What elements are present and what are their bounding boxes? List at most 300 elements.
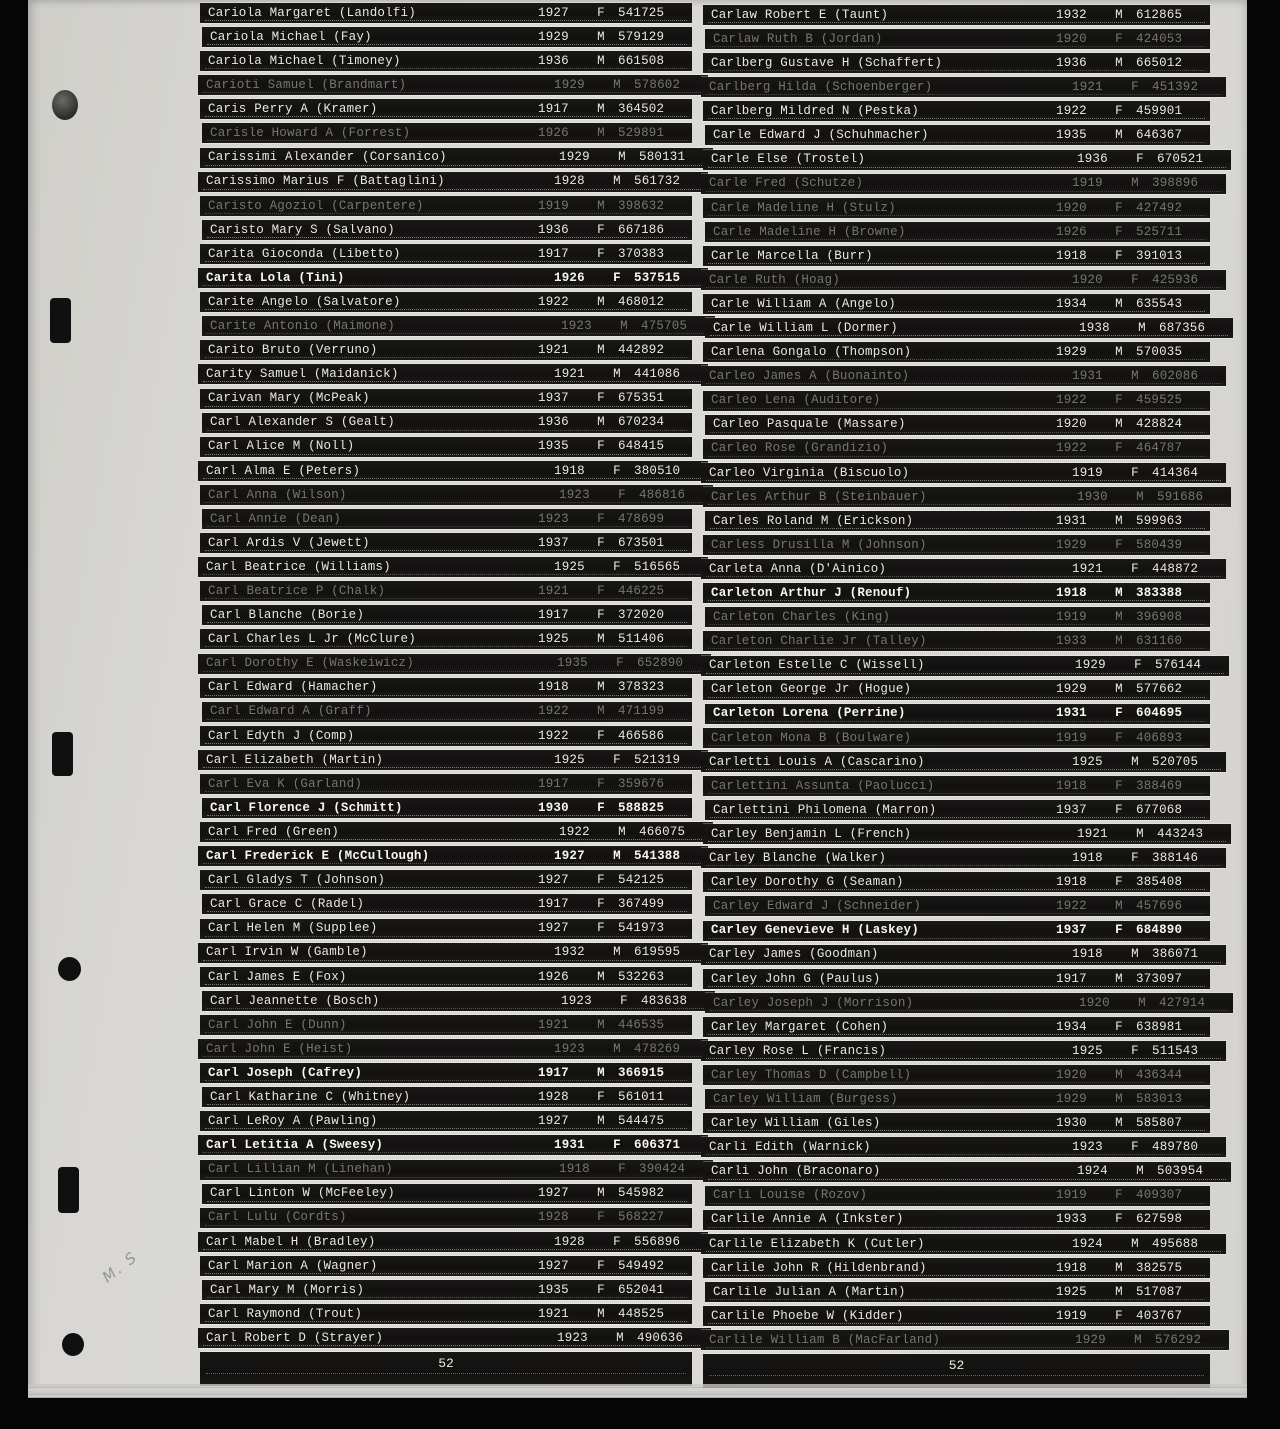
index-row [198,1232,708,1252]
entry-year: 1926 [1056,224,1087,239]
entry-year: 1922 [559,824,590,839]
entry-name: Carl Alma E (Peters) [206,464,361,478]
index-row [200,51,692,71]
index-row [200,3,692,23]
index-row [701,1234,1226,1254]
entry-name: Carli John (Braconaro) [711,1165,881,1178]
entry-certificate-number: 576292 [1155,1332,1202,1347]
entry-year: 1922 [538,704,569,719]
entry-certificate-number: 503954 [1157,1164,1204,1179]
index-row [701,1330,1229,1350]
index-row [202,605,692,625]
entry-sex: M [613,78,621,93]
entry-year: 1927 [538,1258,569,1273]
entry-year: 1917 [538,776,569,791]
entry-year: 1929 [1056,682,1087,697]
index-row [200,726,692,746]
entry-year: 1920 [1056,1067,1087,1082]
entry-certificate-number: 579129 [618,29,665,44]
entry-year: 1922 [538,294,569,309]
index-row [705,1186,1210,1206]
entry-sex: M [597,1065,605,1080]
entry-year: 1919 [1072,465,1103,480]
entry-sex: F [613,559,621,574]
entry-sex: M [613,367,621,382]
entry-sex: M [597,198,605,213]
entry-year: 1921 [538,343,569,358]
index-row [198,75,708,95]
entry-name: Carlberg Hilda (Schoenberger) [709,81,933,94]
entry-certificate-number: 511406 [618,632,665,647]
entry-name: Carlile Annie A (Inkster) [711,1213,904,1226]
entry-name: Carley Edward J (Schneider) [713,900,921,913]
entry-year: 1920 [1056,200,1087,215]
entry-sex: F [1131,561,1139,576]
index-row [701,752,1226,772]
entry-year: 1919 [1072,176,1103,191]
entry-certificate-number: 673501 [618,535,665,550]
entry-year: 1923 [538,511,569,526]
entry-year: 1922 [538,728,569,743]
index-row [202,316,715,336]
entry-certificate-number: 602086 [1152,369,1199,384]
entry-certificate-number: 457696 [1136,899,1183,914]
entry-year: 1929 [554,78,585,93]
entry-certificate-number: 427492 [1136,200,1183,215]
entry-certificate-number: 585807 [1136,1116,1183,1131]
entry-year: 1924 [1072,1236,1103,1251]
entry-name: Carle Edward J (Schuhmacher) [713,129,929,142]
entry-sex: M [597,29,605,44]
entry-year: 1920 [1056,417,1087,432]
scanned-page [28,0,1247,1397]
entry-name: Carleton Charles (King) [713,611,891,624]
entry-name: Caris Perry A (Kramer) [208,103,378,116]
entry-year: 1938 [1079,320,1110,335]
entry-sex: M [613,849,621,864]
entry-year: 1924 [1077,1164,1108,1179]
entry-name: Carley Thomas D (Campbell) [711,1068,912,1082]
entry-sex: M [597,1114,605,1129]
index-row [202,1087,692,1107]
index-row [200,1015,692,1035]
entry-name: Carleton Lorena (Perrine) [713,707,906,720]
entry-certificate-number: 409307 [1136,1188,1183,1203]
entry-name: Carless Drusilla M (Johnson) [711,538,927,552]
entry-certificate-number: 561732 [634,174,681,189]
entry-name: Carite Angelo (Salvatore) [208,295,401,309]
entry-name: Carley John G (Paulus) [711,972,881,985]
index-row [701,945,1226,965]
entry-certificate-number: 583013 [1136,1091,1183,1106]
entry-certificate-number: 576144 [1155,658,1202,673]
index-row [200,389,692,409]
entry-year: 1927 [538,5,569,20]
entry-name: Carl Edward A (Graff) [210,705,372,718]
entry-certificate-number: 520705 [1152,754,1199,769]
entry-sex: M [1115,1284,1123,1299]
entry-sex: M [616,1330,624,1345]
entry-certificate-number: 390424 [639,1162,686,1177]
entry-name: Carl Annie (Dean) [210,512,341,526]
entry-year: 1917 [538,1065,569,1080]
entry-certificate-number: 665012 [1136,55,1183,70]
entry-sex: M [1115,513,1123,528]
index-row [703,1017,1210,1037]
entry-sex: F [597,608,605,623]
index-row [200,919,692,939]
entry-certificate-number: 561011 [618,1089,665,1104]
entry-sex: F [597,1210,605,1225]
entry-year: 1918 [1072,851,1103,866]
index-row [703,53,1210,73]
entry-certificate-number: 652041 [618,1282,665,1297]
entry-year: 1931 [1072,369,1103,384]
entry-name: Carle William L (Dormer) [713,321,898,335]
entry-name: Carita Gioconda (Libetto) [208,247,401,261]
entry-sex: F [1115,537,1123,552]
index-row [200,1208,692,1228]
entry-certificate-number: 466586 [618,728,665,743]
entry-certificate-number: 448872 [1152,561,1199,576]
entry-name: Carley Benjamin L (French) [711,827,912,841]
entry-certificate-number: 545982 [618,1186,665,1201]
entry-certificate-number: 687356 [1159,320,1206,335]
entry-name: Carlaw Robert E (Taunt) [711,8,889,22]
index-row [705,125,1210,145]
entry-sex: M [620,318,628,333]
entry-sex: F [1115,200,1123,215]
index-row [705,511,1210,531]
entry-certificate-number: 578602 [634,78,681,93]
entry-certificate-number: 638981 [1136,1019,1183,1034]
entry-name: Carlberg Gustave H (Schaffert) [711,56,943,70]
entry-year: 1917 [538,102,569,117]
entry-name: Carl Beatrice (Williams) [206,560,391,574]
entry-year: 1937 [538,535,569,550]
entry-certificate-number: 580131 [639,150,686,165]
entry-sex: F [597,439,605,454]
entry-sex: M [1131,754,1139,769]
entry-name: Carley Margaret (Cohen) [711,1020,889,1034]
entry-year: 1927 [538,921,569,936]
entry-name: Carl James E (Fox) [208,970,347,983]
entry-certificate-number: 532263 [618,969,665,984]
index-row [202,702,692,722]
entry-year: 1923 [559,487,590,502]
entry-name: Carleo Pasquale (Massare) [713,418,906,431]
entry-sex: M [1115,1260,1123,1275]
entry-sex: M [613,174,621,189]
entry-certificate-number: 541725 [618,5,665,20]
index-row [703,728,1210,748]
entry-year: 1927 [554,849,585,864]
entry-year: 1936 [538,222,569,237]
entry-certificate-number: 516565 [634,559,681,574]
entry-sex: M [1115,1116,1123,1131]
entry-year: 1930 [538,800,569,815]
entry-certificate-number: 580439 [1136,537,1183,552]
entry-sex: M [1115,296,1123,311]
index-row [703,198,1210,218]
entry-name: Carle Fred (Schutze) [709,177,864,190]
entry-certificate-number: 635543 [1136,296,1183,311]
entry-name: Carleta Anna (D'Ainico) [709,562,887,576]
entry-sex: M [1115,417,1123,432]
index-row [198,943,708,963]
entry-year: 1917 [538,246,569,261]
index-row [703,342,1210,362]
index-row [198,750,708,770]
page-number: 52 [948,1358,965,1374]
entry-year: 1928 [554,1234,585,1249]
entry-year: 1918 [1056,248,1087,263]
entry-certificate-number: 521319 [634,752,681,767]
entry-name: Carleo James A (Buonainto) [709,370,910,383]
entry-sex: M [597,343,605,358]
entry-sex: M [1115,128,1123,143]
entry-certificate-number: 359676 [618,776,665,791]
entry-certificate-number: 542125 [618,873,665,888]
pencil-annotation: M. S [98,1247,142,1287]
entry-name: Carlena Gongalo (Thompson) [711,346,912,359]
entry-name: Carl Robert D (Strayer) [206,1331,384,1345]
entry-name: Carl Helen M (Supplee) [208,922,378,935]
entry-year: 1918 [1056,778,1087,793]
entry-sex: M [1115,634,1123,649]
entry-name: Carli Louise (Rozov) [713,1189,868,1202]
entry-sex: F [1134,658,1142,673]
entry-certificate-number: 446535 [618,1017,665,1032]
entry-year: 1921 [538,1306,569,1321]
index-row [200,678,692,698]
entry-certificate-number: 489780 [1152,1140,1199,1155]
entry-sex: M [597,1017,605,1032]
entry-certificate-number: 425936 [1152,272,1199,287]
index-row [705,704,1210,724]
entry-sex: F [1115,248,1123,263]
index-row [200,629,692,649]
entry-year: 1918 [1072,947,1103,962]
entry-name: Carioti Samuel (Brandmart) [206,79,407,92]
index-row [701,174,1226,194]
entry-name: Cariola Michael (Fay) [210,30,372,44]
entry-year: 1923 [1072,1140,1103,1155]
entry-year: 1921 [1077,826,1108,841]
entry-name: Carl Florence J (Schmitt) [210,801,403,815]
entry-sex: F [1115,730,1123,745]
entry-sex: M [597,53,605,68]
entry-name: Carl Marion A (Wagner) [208,1259,378,1273]
entry-sex: F [1115,778,1123,793]
entry-certificate-number: 541388 [634,849,681,864]
entry-sex: F [1136,152,1144,167]
entry-year: 1935 [538,439,569,454]
entry-year: 1934 [1056,1019,1087,1034]
entry-sex: F [1115,802,1123,817]
index-row [202,1184,692,1204]
index-row [202,991,715,1011]
entry-certificate-number: 364502 [618,102,665,117]
entry-sex: M [597,126,605,141]
entry-certificate-number: 486816 [639,487,686,502]
entry-name: Carley Genevieve H (Laskey) [711,924,919,937]
entry-name: Carles Roland M (Erickson) [713,514,914,528]
index-row [703,1162,1231,1182]
entry-name: Carl Jeannette (Bosch) [210,994,380,1008]
entry-certificate-number: 537515 [634,270,681,285]
index-row [701,366,1226,386]
entry-year: 1917 [1056,971,1087,986]
entry-name: Caristo Mary S (Salvano) [210,223,395,237]
entry-certificate-number: 495688 [1152,1236,1199,1251]
entry-name: Carley Rose L (Francis) [709,1044,887,1058]
index-row [198,1328,711,1348]
entry-sex: M [1136,489,1144,504]
entry-certificate-number: 627598 [1136,1212,1183,1227]
index-row [701,463,1226,483]
entry-sex: F [1115,1212,1123,1227]
punch-hole [52,90,78,120]
entry-sex: M [1115,971,1123,986]
entry-name: Carley William (Burgess) [713,1092,898,1106]
entry-sex: M [597,704,605,719]
index-row [200,148,713,168]
index-row [703,1113,1210,1133]
punch-hole [58,1167,79,1213]
entry-sex: F [597,921,605,936]
entry-sex: F [1131,851,1139,866]
entry-certificate-number: 398896 [1152,176,1199,191]
entry-certificate-number: 436344 [1136,1067,1183,1082]
entry-sex: F [1131,1140,1139,1155]
entry-sex: M [597,102,605,117]
entry-certificate-number: 568227 [618,1210,665,1225]
entry-sex: F [1131,80,1139,95]
entry-sex: F [1115,923,1123,938]
entry-name: Carl Letitia A (Sweesy) [206,1139,384,1152]
entry-sex: M [1138,995,1146,1010]
entry-name: Carl Edyth J (Comp) [208,729,355,743]
entry-name: Carl Blanche (Borie) [210,609,365,622]
entry-year: 1931 [554,1138,585,1153]
entry-sex: F [618,1162,626,1177]
entry-year: 1936 [538,415,569,430]
entry-year: 1926 [554,270,585,285]
index-row [705,415,1210,435]
index-row [198,846,708,866]
entry-sex: F [1131,465,1139,480]
entry-name: Carito Bruto (Verruno) [208,344,378,357]
entry-sex: F [613,1234,621,1249]
entry-certificate-number: 382575 [1136,1260,1183,1275]
index-row [200,1063,692,1083]
entry-certificate-number: 373097 [1136,971,1183,986]
entry-certificate-number: 383388 [1136,586,1183,600]
index-row [703,1210,1210,1230]
entry-sex: M [1115,586,1123,600]
entry-year: 1919 [1056,1308,1087,1323]
entry-year: 1921 [538,1017,569,1032]
entry-sex: F [597,391,605,406]
entry-sex: M [1136,1164,1144,1179]
index-row [701,559,1226,579]
index-row [202,798,692,818]
entry-year: 1927 [538,1114,569,1129]
index-row [198,654,711,674]
entry-name: Carity Samuel (Maidanick) [206,368,399,381]
entry-sex: F [1115,31,1123,46]
entry-sex: F [597,5,605,20]
entry-name: Carl Irvin W (Gamble) [206,946,368,959]
entry-certificate-number: 591686 [1157,489,1204,504]
entry-name: Carita Lola (Tini) [206,271,345,285]
entry-certificate-number: 544475 [618,1114,665,1129]
entry-sex: M [597,632,605,647]
entry-year: 1935 [557,656,588,671]
entry-sex: M [597,415,605,430]
entry-year: 1936 [1077,152,1108,167]
index-row [703,824,1231,844]
index-row [705,993,1233,1013]
entry-name: Cariola Margaret (Landolfi) [208,6,416,20]
entry-certificate-number: 468012 [618,294,665,309]
index-row [705,1282,1210,1302]
entry-year: 1926 [538,126,569,141]
entry-certificate-number: 511543 [1152,1043,1199,1058]
entry-sex: F [613,463,621,478]
entry-year: 1921 [554,367,585,382]
entry-year: 1922 [1056,104,1087,119]
index-row [705,896,1210,916]
entry-certificate-number: 398632 [618,198,665,213]
entry-year: 1935 [538,1282,569,1297]
entry-sex: M [1138,320,1146,335]
entry-certificate-number: 677068 [1136,802,1183,817]
index-row [703,872,1210,892]
entry-name: Carleton Estelle C (Wissell) [709,659,925,672]
entry-name: Carleton Arthur J (Renouf) [711,587,912,600]
index-row [703,101,1210,121]
entry-name: Carlberg Mildred N (Pestka) [711,105,919,118]
entry-year: 1918 [554,463,585,478]
entry-name: Caristo Agoziol (Carpentere) [208,199,424,212]
entry-year: 1930 [1077,489,1108,504]
entry-year: 1926 [538,969,569,984]
entry-year: 1937 [1056,802,1087,817]
entry-sex: M [597,1306,605,1321]
entry-year: 1925 [1072,1043,1103,1058]
entry-name: Carlettini Philomena (Marron) [713,803,937,817]
entry-sex: M [597,294,605,309]
entry-certificate-number: 570035 [1136,345,1183,360]
entry-year: 1927 [538,873,569,888]
entry-certificate-number: 549492 [618,1258,665,1273]
entry-year: 1933 [1056,634,1087,649]
entry-sex: F [597,1089,605,1104]
entry-sex: F [597,246,605,261]
entry-sex: F [1115,1019,1123,1034]
entry-certificate-number: 378323 [618,680,665,695]
entry-certificate-number: 372020 [618,608,665,623]
entry-sex: F [597,535,605,550]
punch-hole [58,957,81,981]
entry-certificate-number: 684890 [1136,923,1183,938]
entry-name: Carl Raymond (Trout) [208,1307,363,1321]
entry-name: Carl Grace C (Radel) [210,898,365,911]
entry-sex: F [1131,1043,1139,1058]
entry-name: Carl John E (Heist) [206,1042,353,1056]
